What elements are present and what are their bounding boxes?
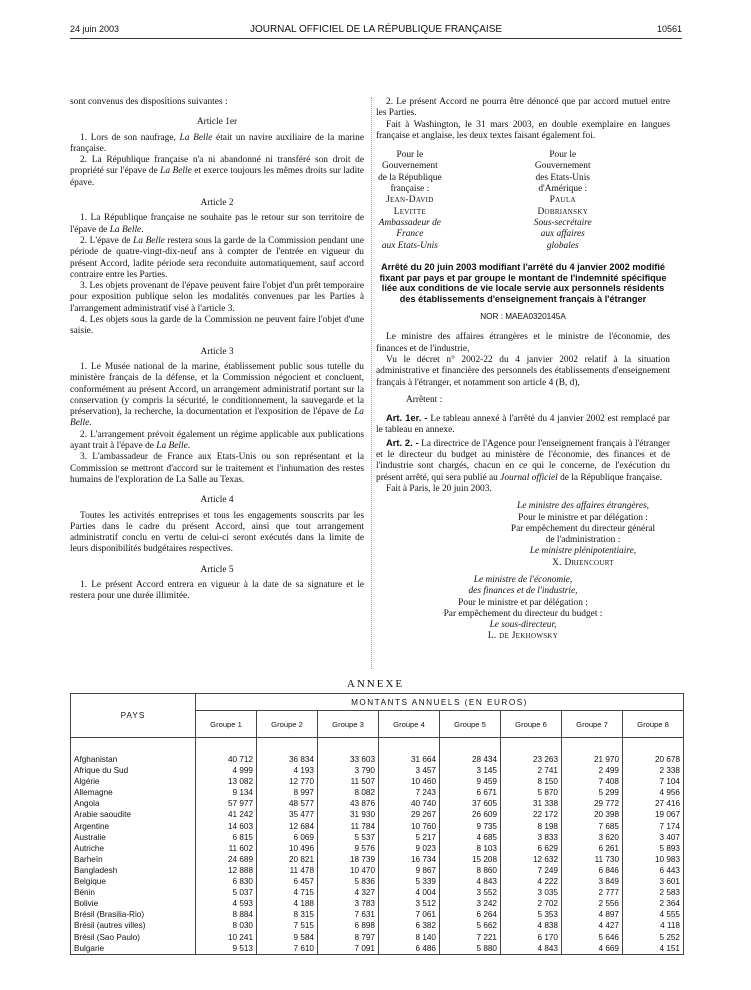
amount-cell: 8 860 — [440, 865, 501, 876]
signature-foreign-affairs: Le ministre des affaires étrangères, Pour le ministre et par délégation : Par empêchement du directeur général de l'administration : Le ministre plénipotentiaire, X. Driencourt — [510, 501, 656, 568]
country-name: Brésil (autres villes) — [71, 920, 196, 931]
country-name: Brésil (Brasilia-Rio) — [71, 909, 196, 920]
amount-cell: 8 140 — [379, 932, 440, 943]
amount-cell: 2 777 — [562, 887, 623, 898]
article-2-title: Article 2 — [200, 198, 234, 209]
amount-cell: 5 836 — [318, 876, 379, 887]
amount-cell: 7 631 — [318, 909, 379, 920]
group-header: Groupe 4 — [379, 711, 440, 738]
amount-cell: 5 662 — [440, 920, 501, 931]
amount-cell: 57 977 — [196, 798, 257, 809]
arrete-title: Arrêté du 20 juin 2003 modifiant l'arrêté du 4 janvier 2002 modifié fixant par pays et par groupe le montant de l'indemnité spécifique liée aux conditions de vie locale servie aux personnels résidents des établissements d'enseignement français à l'étranger — [379, 261, 667, 305]
amount-cell: 2 741 — [501, 765, 562, 776]
left-column — [70, 97, 364, 603]
amount-cell: 9 584 — [257, 932, 318, 943]
table-row — [71, 787, 684, 798]
amount-cell: 9 735 — [440, 821, 501, 832]
amount-cell: 2 583 — [623, 887, 684, 898]
amount-cell: 7 091 — [318, 943, 379, 955]
amount-cell: 8 150 — [501, 776, 562, 787]
amount-cell: 20 678 — [623, 754, 684, 765]
amount-cell: 8 315 — [257, 909, 318, 920]
amount-cell: 2 499 — [562, 765, 623, 776]
table-row — [71, 798, 684, 809]
amount-cell: 9 134 — [196, 787, 257, 798]
amount-cell: 7 249 — [501, 865, 562, 876]
amount-cell: 35 477 — [257, 809, 318, 820]
country-name: Afrique du Sud — [71, 765, 196, 776]
group-header: Groupe 7 — [562, 711, 623, 738]
amount-cell: 36 834 — [257, 754, 318, 765]
amount-cell: 5 217 — [379, 832, 440, 843]
amount-cell: 37 605 — [440, 798, 501, 809]
signatory-name: Jean-David Levitte — [386, 195, 434, 217]
amount-cell: 18 739 — [318, 854, 379, 865]
country-name: Autriche — [71, 843, 196, 854]
amount-cell: 33 603 — [318, 754, 379, 765]
amount-cell: 4 327 — [318, 887, 379, 898]
amount-cell: 8 198 — [501, 821, 562, 832]
amount-cell: 16 734 — [379, 854, 440, 865]
amount-cell: 4 685 — [440, 832, 501, 843]
amount-cell: 4 593 — [196, 898, 257, 909]
page-header — [70, 24, 682, 38]
amount-cell: 4 956 — [623, 787, 684, 798]
amount-cell: 4 843 — [501, 943, 562, 955]
amount-cell: 28 434 — [440, 754, 501, 765]
amount-cell: 8 103 — [440, 843, 501, 854]
table-row — [71, 754, 684, 765]
amount-cell: 27 416 — [623, 798, 684, 809]
table-row — [71, 943, 684, 955]
article-2-para-3: 3. Les objets provenant de l'épave peuvent faire l'objet d'un prêt temporaire pour exposition publique selon les modalités convenues par les Parties à l'arrangement administratif visé à l'article 3. — [70, 281, 364, 314]
amount-cell: 6 898 — [318, 920, 379, 931]
pays-header: PAYS — [71, 694, 196, 738]
article-1-para-1: 1. Lors de son naufrage, La Belle était un navire auxiliaire de la marine française. — [70, 132, 364, 154]
table-row — [71, 809, 684, 820]
amount-cell: 3 833 — [501, 832, 562, 843]
country-name: Afghanistan — [71, 754, 196, 765]
amount-cell: 4 151 — [623, 943, 684, 955]
amount-cell: 29 772 — [562, 798, 623, 809]
amount-cell: 3 783 — [318, 898, 379, 909]
amount-cell: 5 339 — [379, 876, 440, 887]
article-3-para-2: 2. L'arrangement prévoit également un régime applicable aux publications ayant trait à l'épave de La Belle. — [70, 429, 364, 452]
amount-cell: 4 999 — [196, 765, 257, 776]
amount-cell: 5 880 — [440, 943, 501, 955]
amount-cell: 3 457 — [379, 765, 440, 776]
amount-cell: 5 252 — [623, 932, 684, 943]
country-name: Angola — [71, 798, 196, 809]
amount-cell: 10 496 — [257, 843, 318, 854]
amount-cell: 19 067 — [623, 809, 684, 820]
article-3-para-3: 3. L'ambassadeur de France aux Etats-Unis ou son représentant et la Commission se mettront d'accord sur le traitement et l'inhumation des restes humains de l'exploration de La Salle au Texas. — [70, 452, 364, 485]
amount-cell: 31 338 — [501, 798, 562, 809]
arrete-article-2: Art. 2. - La directrice de l'Agence pour l'enseignement français à l'étranger et le directeur du budget au ministère de l'économie, des finances et de l'industrie sont chargés, chacun en ce qui le concerne, de l'exécution du présent arrêté, qui sera publié au Journal officiel de la République française. — [376, 436, 670, 483]
amount-cell: 6 170 — [501, 932, 562, 943]
amount-cell: 6 846 — [562, 865, 623, 876]
amount-cell: 11 602 — [196, 843, 257, 854]
amount-cell: 8 797 — [318, 932, 379, 943]
amount-cell: 3 790 — [318, 765, 379, 776]
amount-cell: 8 997 — [257, 787, 318, 798]
montants-header: MONTANTS ANNUELS (EN EUROS) — [196, 694, 684, 711]
amount-cell: 11 478 — [257, 865, 318, 876]
header-date: 24 juin 2003 — [70, 24, 120, 34]
signature-usa: Pour le Gouvernement des Etats-Unis d'Amérique : Paula Dobriansky Sous-secrétaire aux affaires globales — [529, 150, 670, 252]
amount-cell: 15 208 — [440, 854, 501, 865]
amount-cell: 14 603 — [196, 821, 257, 832]
article-4-para-1: Toutes les activités entreprises et tous les engagements souscrits par les Parties dans le cadre du présent Accord, ainsi que tout arrangement administratif conclu en vertu de celui-ci seront exécutés dans la limite de leurs disponibilités budgétaires respectives. — [70, 510, 364, 555]
country-name: Argentine — [71, 821, 196, 832]
amount-cell: 5 537 — [318, 832, 379, 843]
amount-cell: 6 457 — [257, 876, 318, 887]
column-separator — [371, 97, 372, 669]
amount-cell: 4 555 — [623, 909, 684, 920]
amount-cell: 9 513 — [196, 943, 257, 955]
amount-cell: 6 382 — [379, 920, 440, 931]
signing-statement: Fait à Washington, le 31 mars 2003, en double exemplaire en langues française et anglaise, les deux textes faisant également foi. — [376, 119, 670, 141]
amount-cell: 26 609 — [440, 809, 501, 820]
amount-cell: 6 486 — [379, 943, 440, 955]
amount-cell: 29 267 — [379, 809, 440, 820]
arrete-date: Fait à Paris, le 20 juin 2003. — [386, 483, 492, 494]
country-name: Algérie — [71, 776, 196, 787]
amount-cell: 6 264 — [440, 909, 501, 920]
amount-cell: 3 242 — [440, 898, 501, 909]
amount-cell: 31 664 — [379, 754, 440, 765]
amount-cell: 8 082 — [318, 787, 379, 798]
group-header: Groupe 5 — [440, 711, 501, 738]
signatory-name: Paula Dobriansky — [537, 195, 589, 217]
amount-cell: 4 004 — [379, 887, 440, 898]
amount-cell: 3 035 — [501, 887, 562, 898]
table-row — [71, 920, 684, 931]
arrete-article-1: Art. 1er. - Le tableau annexé à l'arrêté du 4 janvier 2002 est remplacé par le tableau en annexe. — [376, 412, 671, 436]
amount-cell: 10 760 — [379, 821, 440, 832]
amount-cell: 3 601 — [623, 876, 684, 887]
amount-cell: 12 770 — [257, 776, 318, 787]
amount-cell: 9 576 — [318, 843, 379, 854]
table-row — [71, 932, 684, 943]
table-row — [71, 776, 684, 787]
article-1-title: Article 1er — [196, 117, 238, 128]
table-row — [71, 898, 684, 909]
signature-france: Pour le Gouvernement de la République française : Jean-David Levitte Ambassadeur de France aux Etats-Unis — [376, 150, 517, 252]
amount-cell: 9 867 — [379, 865, 440, 876]
header-title: JOURNAL OFFICIEL DE LA RÉPUBLIQUE FRANÇAISE — [249, 24, 503, 35]
amount-cell: 20 398 — [562, 809, 623, 820]
arrete-visa: Vu le décret n° 2002-22 du 4 janvier 2002 relatif à la situation administrative et financière des personnels des établissements d'enseignement français à l'étranger, et notamment son article 4 (B, d), — [376, 354, 670, 388]
amount-cell: 6 815 — [196, 832, 257, 843]
amount-cell: 41 242 — [196, 809, 257, 820]
amount-cell: 2 338 — [623, 765, 684, 776]
table-row — [71, 887, 684, 898]
amount-cell: 24 689 — [196, 854, 257, 865]
amount-cell: 4 897 — [562, 909, 623, 920]
amount-cell: 7 408 — [562, 776, 623, 787]
amount-cell: 5 870 — [501, 787, 562, 798]
article-1-para-2: 2. La République française n'a ni abandonné ni transféré son droit de propriété sur l'épave de La Belle et exerce toujours les mêmes droits sur ladite épave. — [70, 155, 364, 188]
right-column — [376, 97, 670, 643]
table-row — [71, 876, 684, 887]
arrete-preamble: Le ministre des affaires étrangères et le ministre de l'économie, des finances et de l'industrie, — [376, 332, 670, 354]
amount-cell: 4 188 — [257, 898, 318, 909]
amount-cell: 7 221 — [440, 932, 501, 943]
country-name: Allemagne — [71, 787, 196, 798]
amount-cell: 9 023 — [379, 843, 440, 854]
amount-cell: 4 669 — [562, 943, 623, 955]
country-name: Brésil (Sao Paulo) — [71, 932, 196, 943]
amount-cell: 10 983 — [623, 854, 684, 865]
amount-cell: 4 118 — [623, 920, 684, 931]
amount-cell: 5 299 — [562, 787, 623, 798]
amount-cell: 9 459 — [440, 776, 501, 787]
amount-cell: 12 632 — [501, 854, 562, 865]
amount-cell: 12 684 — [257, 821, 318, 832]
amount-cell: 7 610 — [257, 943, 318, 955]
amount-cell: 11 507 — [318, 776, 379, 787]
amount-cell: 11 730 — [562, 854, 623, 865]
amount-cell: 3 407 — [623, 832, 684, 843]
table-row — [71, 909, 684, 920]
treaty-signatures — [376, 150, 670, 252]
article-2-para-1: 1. La République française ne souhaite pas le retour sur son territoire de l'épave de La Belle. — [70, 213, 364, 235]
amount-cell: 11 784 — [318, 821, 379, 832]
annexe-title: ANNEXE — [346, 678, 405, 690]
article-2-para-4: 4. Les objets sous la garde de la Commission ne peuvent faire l'objet d'une saisie. — [70, 315, 364, 337]
country-name: Belgique — [71, 876, 196, 887]
group-header: Groupe 1 — [196, 711, 257, 738]
group-header: Groupe 8 — [623, 711, 684, 738]
amount-cell: 12 888 — [196, 865, 257, 876]
amount-cell: 7 174 — [623, 821, 684, 832]
amount-cell: 40 740 — [379, 798, 440, 809]
amount-cell: 8 884 — [196, 909, 257, 920]
amount-cell: 4 715 — [257, 887, 318, 898]
amount-cell: 3 849 — [562, 876, 623, 887]
amount-cell: 43 876 — [318, 798, 379, 809]
amount-cell: 8 030 — [196, 920, 257, 931]
amount-cell: 4 193 — [257, 765, 318, 776]
article-2-para-2: 2. L'épave de La Belle restera sous la garde de la Commission pendant une période de quatre-vingt-dix-neuf ans à compter de l'entrée en vigueur du présent Accord, ladite période sera reconduite automatiquement, sauf accord contraire entre les Parties. — [70, 235, 364, 280]
amount-cell: 10 241 — [196, 932, 257, 943]
amount-cell: 48 577 — [257, 798, 318, 809]
intro-text: sont convenus des dispositions suivantes : — [70, 97, 228, 107]
header-page-number: 10561 — [656, 24, 682, 34]
amount-cell: 40 712 — [196, 754, 257, 765]
amount-cell: 3 512 — [379, 898, 440, 909]
country-name: Bulgarie — [71, 943, 196, 955]
amount-cell: 6 671 — [440, 787, 501, 798]
article-5-para-1: 1. Le présent Accord entrera en vigueur à la date de sa signature et le restera pour une durée illimitée. — [70, 579, 364, 602]
amount-cell: 6 629 — [501, 843, 562, 854]
amount-cell: 31 930 — [318, 809, 379, 820]
table-row — [71, 821, 684, 832]
amount-cell: 3 145 — [440, 765, 501, 776]
table-row — [71, 865, 684, 876]
annexe-table — [70, 693, 684, 955]
amount-cell: 10 460 — [379, 776, 440, 787]
amount-cell: 7 061 — [379, 909, 440, 920]
amount-cell: 6 443 — [623, 865, 684, 876]
article-3-title: Article 3 — [200, 346, 234, 357]
amount-cell: 7 515 — [257, 920, 318, 931]
table-row — [71, 765, 684, 776]
amount-cell: 3 620 — [562, 832, 623, 843]
amount-cell: 5 037 — [196, 887, 257, 898]
amount-cell: 4 427 — [562, 920, 623, 931]
amount-cell: 4 838 — [501, 920, 562, 931]
table-row — [71, 854, 684, 865]
signature-economy: Le ministre de l'économie, des finances et de l'industrie, Pour le ministre et par délégation : Par empêchement du directeur du budget : Le sous-directeur, L. de Jekhowsky — [443, 574, 603, 642]
amount-cell: 2 364 — [623, 898, 684, 909]
arretent: Arrêtent : — [406, 394, 443, 405]
table-row — [71, 843, 684, 854]
amount-cell: 6 069 — [257, 832, 318, 843]
amount-cell: 5 646 — [562, 932, 623, 943]
country-name: Bénin — [71, 887, 196, 898]
country-name: Australie — [71, 832, 196, 843]
group-header: Groupe 6 — [501, 711, 562, 738]
amount-cell: 13 082 — [196, 776, 257, 787]
country-name: Barheïn — [71, 854, 196, 865]
amount-cell: 7 685 — [562, 821, 623, 832]
nor-reference: NOR : MAEA0320145A — [480, 312, 566, 322]
amount-cell: 2 702 — [501, 898, 562, 909]
amount-cell: 22 172 — [501, 809, 562, 820]
amount-cell: 7 243 — [379, 787, 440, 798]
country-name: Bolivie — [71, 898, 196, 909]
article-5-para-2: 2. Le présent Accord ne pourra être dénoncé que par accord mutuel entre les Parties. — [376, 97, 670, 119]
header-rule — [70, 38, 682, 39]
country-name: Arabie saoudite — [71, 809, 196, 820]
amount-cell: 23 263 — [501, 754, 562, 765]
table-row — [71, 832, 684, 843]
amount-cell: 5 893 — [623, 843, 684, 854]
amount-cell: 3 552 — [440, 887, 501, 898]
article-5-title: Article 5 — [200, 564, 234, 575]
amount-cell: 2 556 — [562, 898, 623, 909]
amount-cell: 20 821 — [257, 854, 318, 865]
amount-cell: 6 830 — [196, 876, 257, 887]
article-4-title: Article 4 — [200, 495, 234, 506]
amount-cell: 7 104 — [623, 776, 684, 787]
amount-cell: 6 261 — [562, 843, 623, 854]
country-name: Bangladesh — [71, 865, 196, 876]
amount-cell: 21 970 — [562, 754, 623, 765]
group-header: Groupe 2 — [257, 711, 318, 738]
group-header: Groupe 3 — [318, 711, 379, 738]
amount-cell: 4 843 — [440, 876, 501, 887]
article-3-para-1: 1. Le Musée national de la marine, établissement public sous tutelle du ministère français de la défense, et la Commission négocient et concluent, conformément au présent Accord, un arrangement administratif portant sur la conservation (y compris la sécurité, le conditionnement, la sauvegarde et la préservation), la recherche, la documentation et l'exposition de l'épave de La Belle. — [70, 361, 364, 429]
amount-cell: 5 353 — [501, 909, 562, 920]
amount-cell: 4 222 — [501, 876, 562, 887]
amount-cell: 10 470 — [318, 865, 379, 876]
